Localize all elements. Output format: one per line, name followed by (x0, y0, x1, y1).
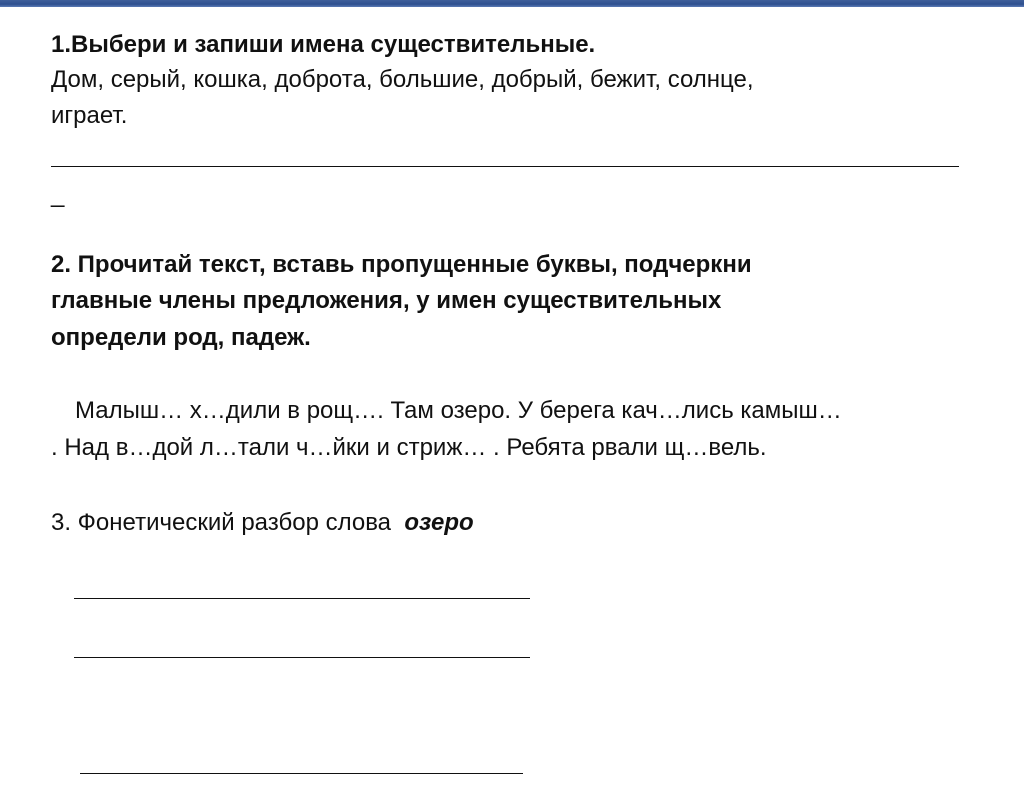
task3-answer-line-3 (80, 773, 523, 774)
task1-words-line1: Дом, серый, кошка, доброта, большие, добрый, бежит, солнце, (51, 66, 754, 93)
task2-instruction-line3: определи род, падеж. (51, 324, 311, 351)
task3-word: озеро (404, 509, 474, 536)
task1-words-line2: играет. (51, 102, 128, 129)
task3-answer-line-1 (74, 598, 530, 599)
task2-text-line2: . Над в…дой л…тали ч…йки и стриж… . Ребята рвали щ…вель. (51, 434, 767, 461)
task1-answer-line (51, 166, 959, 167)
task2-text-line1: Малыш… х…дили в рощ…. Там озеро. У берега кач…лись камыш… (75, 397, 842, 424)
task2-instruction-line1: 2. Прочитай текст, вставь пропущенные буквы, подчеркни (51, 251, 752, 278)
task3-answer-line-2 (74, 657, 530, 658)
task1-answer-tail: _ (51, 181, 65, 208)
task3-heading (51, 508, 474, 538)
task1-title: 1.Выбери и запиши имена существительные. (51, 31, 596, 58)
task3-prefix: 3. Фонетический разбор слова (51, 509, 392, 536)
top-accent-bar (0, 0, 1024, 7)
task2-instruction-line2: главные члены предложения, у имен существительных (51, 287, 722, 314)
